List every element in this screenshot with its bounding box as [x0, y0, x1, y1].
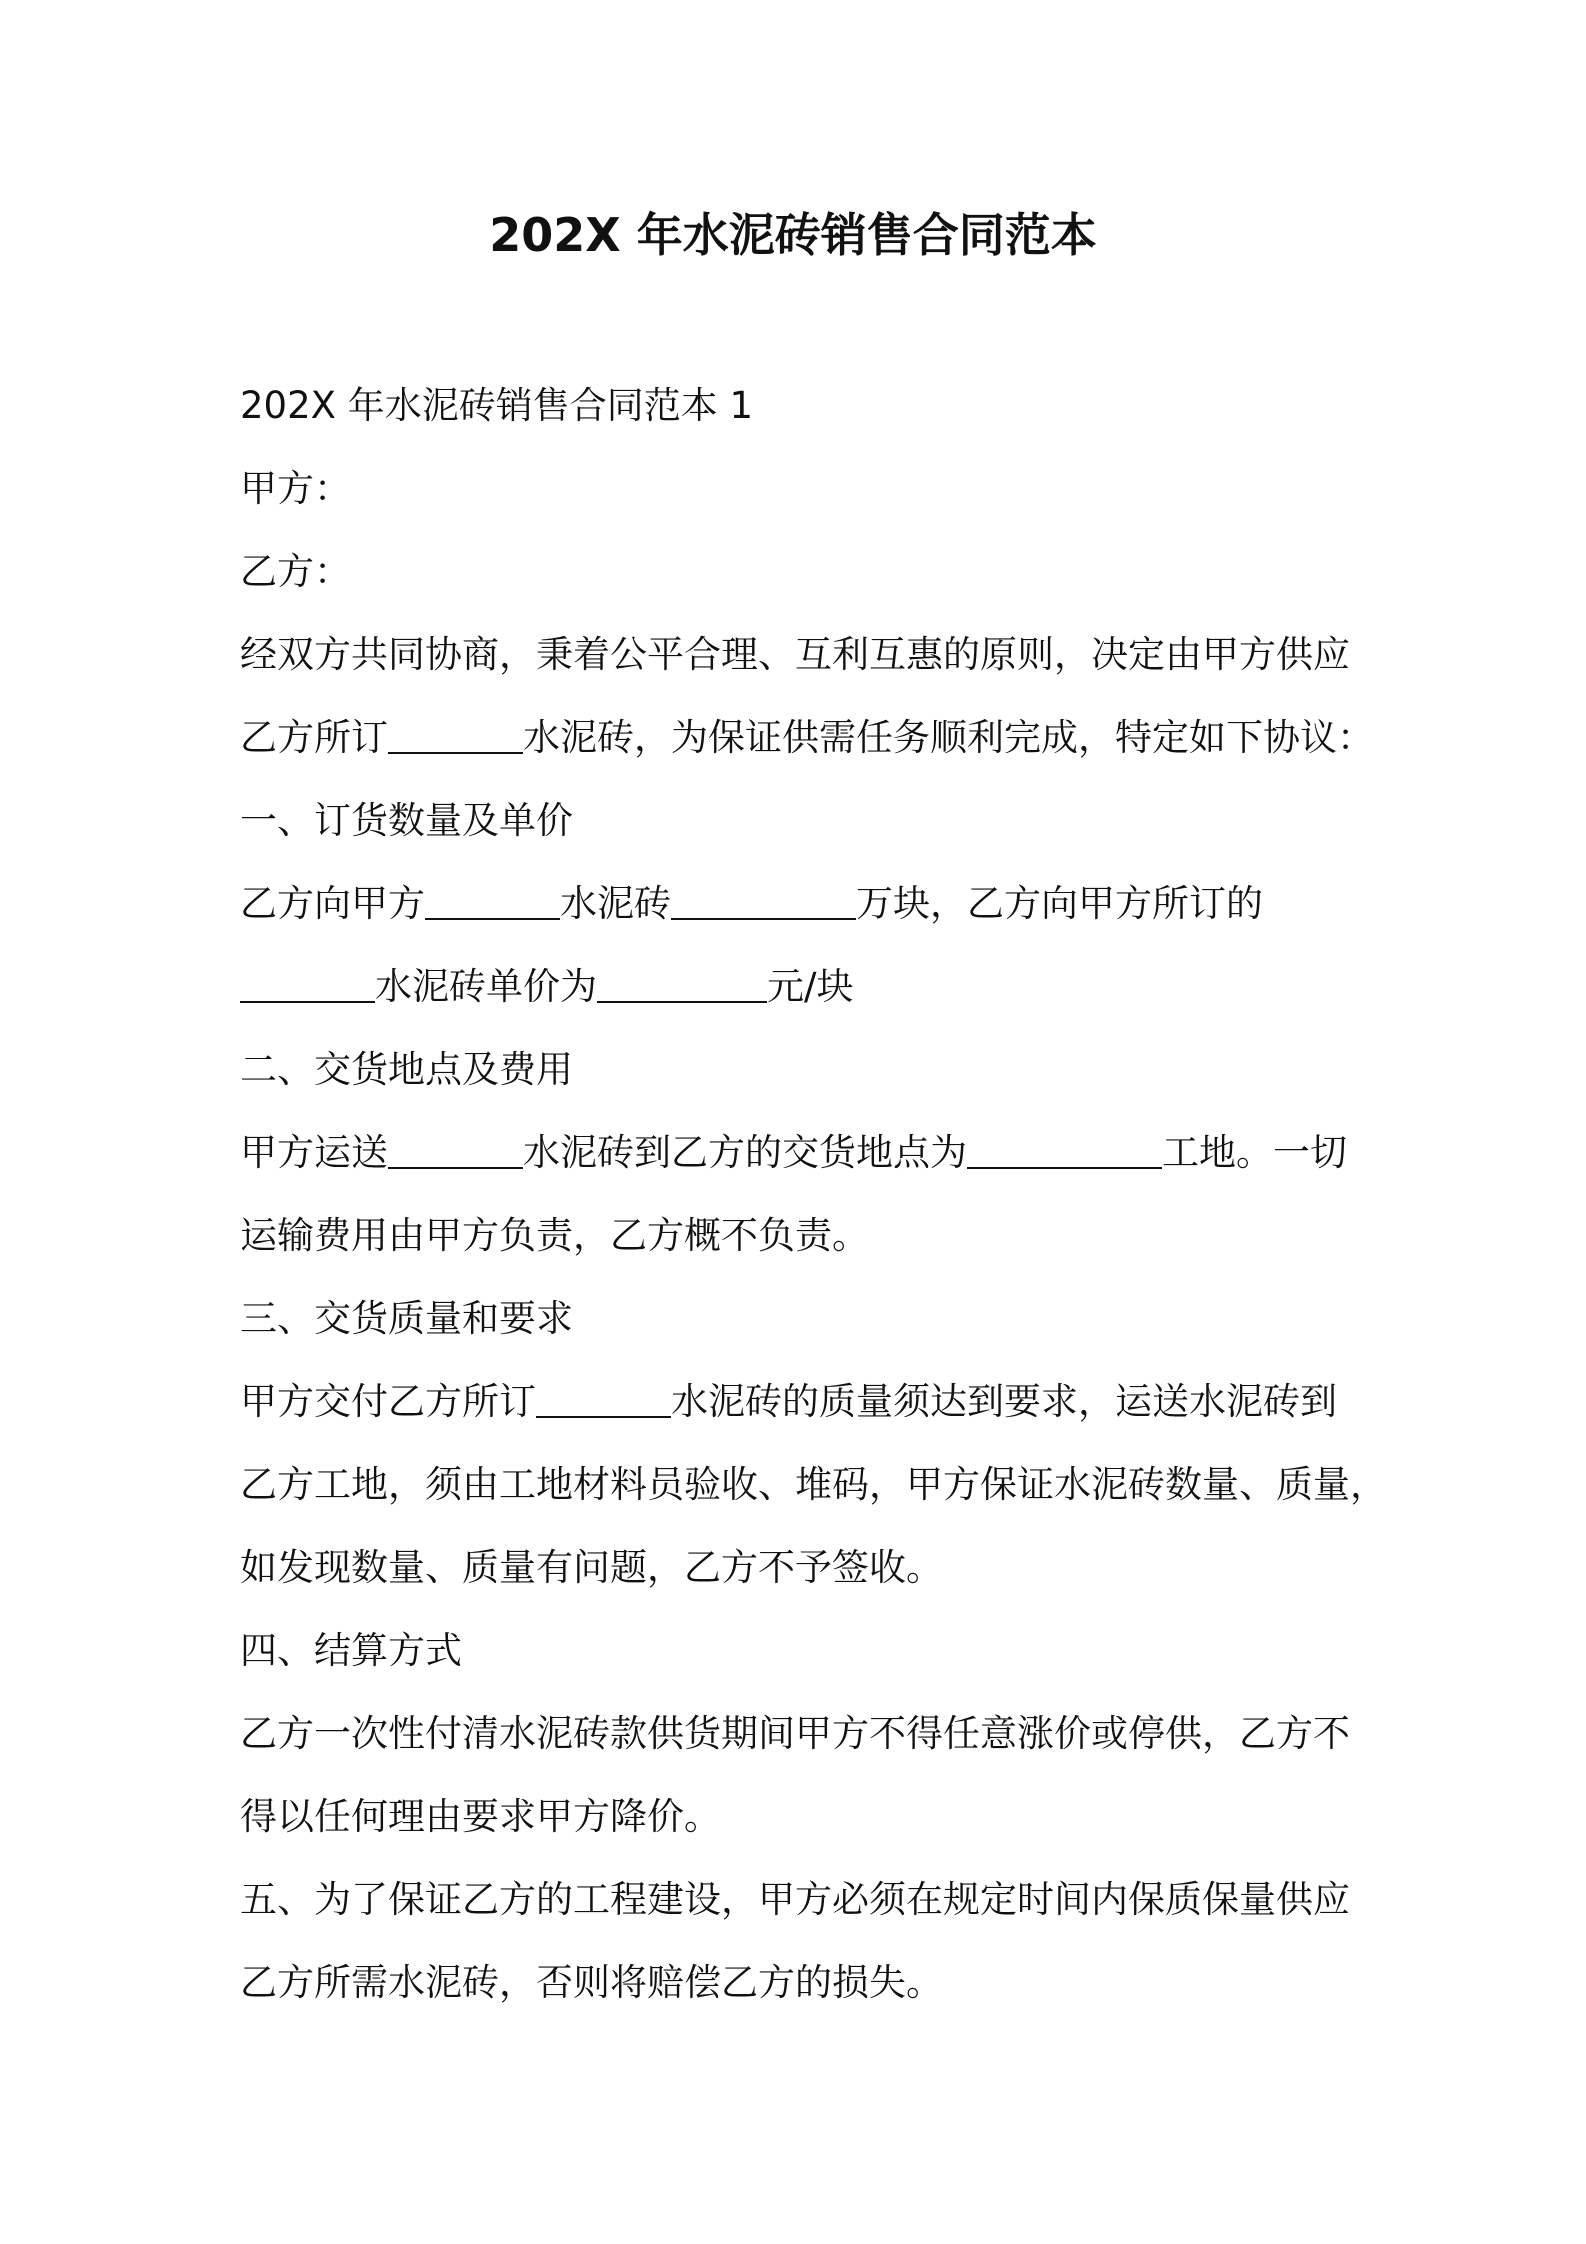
document-body	[240, 371, 1387, 2031]
fill-in-blank	[388, 751, 523, 754]
fill-in-blank	[388, 1166, 523, 1169]
fill-in-blank	[597, 1000, 767, 1003]
text-fragment: 工地。一切	[1162, 1131, 1347, 1174]
fill-in-blank	[671, 917, 856, 920]
text-fragment: 乙方所订	[240, 716, 388, 759]
fill-in-blank	[967, 1166, 1162, 1169]
section-3-line-3: 如发现数量、质量有问题，乙方不予签收。	[240, 1546, 943, 1589]
section-5-line-1: 五、为了保证乙方的工程建设，甲方必须在规定时间内保质保量供应	[240, 1878, 1350, 1921]
section-heading-1: 一、订货数量及单价	[240, 799, 573, 842]
text-fragment: 万块，乙方向甲方所订的	[856, 882, 1263, 925]
party-b-line: 乙方：	[240, 550, 351, 593]
section-1-line-2	[240, 952, 1360, 1035]
section-4-line-2: 得以任何理由要求甲方降价。	[240, 1795, 721, 1838]
fill-in-blank	[425, 917, 560, 920]
party-a-line: 甲方：	[240, 467, 351, 510]
section-heading-4: 四、结算方式	[240, 1629, 462, 1672]
text-fragment: 甲方运送	[240, 1131, 388, 1174]
text-fragment: 水泥砖	[560, 882, 671, 925]
section-5-line-2: 乙方所需水泥砖，否则将赔偿乙方的损失。	[240, 1961, 943, 2004]
section-heading-2: 二、交货地点及费用	[240, 1048, 573, 1091]
section-heading-3: 三、交货质量和要求	[240, 1297, 573, 1340]
intro-line-2	[240, 703, 1374, 786]
section-3-line-2: 乙方工地，须由工地材料员验收、堆码，甲方保证水泥砖数量、质量，	[240, 1463, 1387, 1506]
section-3-line-1	[240, 1367, 1360, 1450]
section-2-line-2: 运输费用由甲方负责，乙方概不负责。	[240, 1214, 869, 1257]
section-2-line-1	[240, 1118, 1360, 1201]
contract-subtitle: 202X 年水泥砖销售合同范本 1	[240, 384, 754, 427]
fill-in-blank	[536, 1415, 671, 1418]
text-fragment: 水泥砖，为保证供需任务顺利完成，特定如下协议：	[523, 716, 1374, 759]
text-fragment: 水泥砖单价为	[375, 965, 597, 1008]
section-1-line-1	[240, 869, 1360, 952]
text-fragment: 水泥砖的质量须达到要求，运送水泥砖到	[671, 1380, 1337, 1423]
text-fragment: 乙方向甲方	[240, 882, 425, 925]
intro-line-1: 经双方共同协商，秉着公平合理、互利互惠的原则，决定由甲方供应	[240, 633, 1350, 676]
section-4-line-1: 乙方一次性付清水泥砖款供货期间甲方不得任意涨价或停供，乙方不	[240, 1712, 1350, 1755]
text-fragment: 甲方交付乙方所订	[240, 1380, 536, 1423]
fill-in-blank	[240, 1000, 375, 1003]
document-title: 202X 年水泥砖销售合同范本	[489, 208, 1097, 262]
text-fragment: 元/块	[767, 965, 854, 1008]
text-fragment: 水泥砖到乙方的交货地点为	[523, 1131, 967, 1174]
